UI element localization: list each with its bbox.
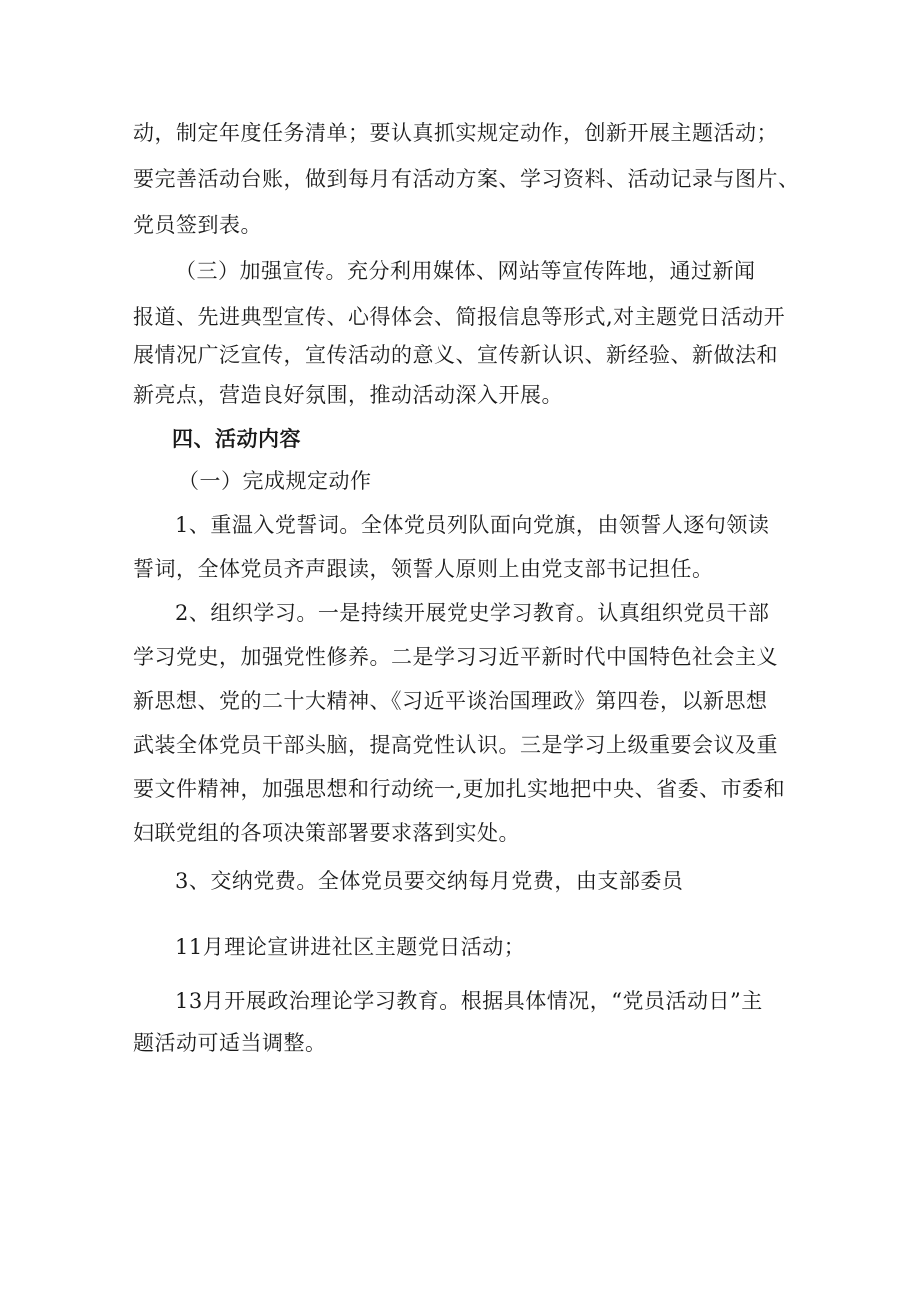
subsection-heading: （一）完成规定动作 [178,469,372,493]
paragraph-line: 题活动可适当调整。 [133,1031,327,1055]
paragraph-line: （三）加强宣传。充分利用媒体、网站等宣传阵地，通过新闻 [175,259,756,283]
paragraph-line: 11月理论宣讲进社区主题党日活动； [175,935,526,959]
paragraph-line: 动，制定年度任务清单；要认真抓实规定动作，创新开展主题活动； [133,121,778,145]
paragraph-line: 3、交纳党费。全体党员要交纳每月党费，由支部委员 [175,869,684,893]
paragraph-line: 武装全体党员干部头脑，提高党性认识。三是学习上级重要会议及重 [133,733,778,757]
paragraph-line: 报道、先进典型宣传、心得体会、简报信息等形式,对主题党日活动开 [133,305,786,329]
paragraph-line: 新思想、党的二十大精神、《习近平谈治国理政》第四卷，以新思想 [133,689,768,713]
paragraph-line: 妇联党组的各项决策部署要求落到实处。 [133,821,520,845]
paragraph-line: 13月开展政治理论学习教育。根据具体情况，“党员活动日”主 [175,989,763,1013]
paragraph-line: 2、组织学习。一是持续开展党史学习教育。认真组织党员干部 [175,601,770,625]
paragraph-line: 誓词，全体党员齐声跟读，领誓人原则上由党支部书记担任。 [133,557,714,581]
section-heading: 四、活动内容 [172,426,301,451]
paragraph-line: 学习党史，加强党性修养。二是学习习近平新时代中国特色社会主义 [133,645,778,669]
paragraph-line: 要完善活动台账，做到每月有活动方案、学习资料、活动记录与图片、 [133,167,800,191]
paragraph-line: 要文件精神，加强思想和行动统一,更加扎实地把中央、省委、市委和 [133,777,786,801]
paragraph-line: 展情况广泛宣传，宣传活动的意义、宣传新认识、新经验、新做法和 [133,343,778,367]
paragraph-line: 党员签到表。 [133,213,262,237]
paragraph-line: 新亮点，营造良好氛围，推动活动深入开展。 [133,383,563,407]
paragraph-line: 1、重温入党誓词。全体党员列队面向党旗，由领誓人逐句领读 [175,513,770,537]
